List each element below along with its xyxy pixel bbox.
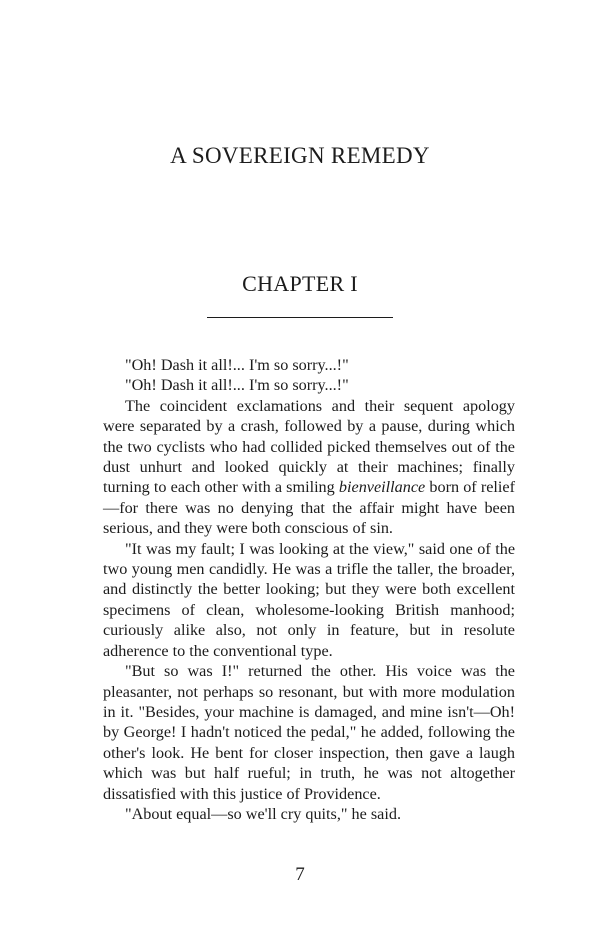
- chapter-heading: CHAPTER I: [242, 271, 358, 296]
- chapter-divider: [207, 317, 393, 318]
- paragraph-3-emphasis: bienveillance: [338, 478, 426, 497]
- paragraph-4: "It was my fault; I was looking at the view," said one of the two young men candidly. He was a trifle the taller, the broader, and distinctly the better looking; but they were both excellent specimens of clean, wholesome-looking British manhood; curiously alike also, not only in feature, but in resolute adherence to the conventional type.: [103, 539, 515, 660]
- paragraph-6: "About equal—so we'll cry quits," he said.: [125, 804, 401, 823]
- book-title: A SOVEREIGN REMEDY: [170, 143, 430, 168]
- paragraph-1: "Oh! Dash it all!... I'm so sorry...!": [125, 356, 349, 374]
- paragraph-3-text-a: The coincident exclamations and their sequent apology were separated by a crash, followed by a pause, during which the two cyclists who had collided picked themselves out of the dust unhurt and looked quickly at their machines; finally turning to each other with a smiling: [103, 396, 515, 497]
- paragraph-2: "Oh! Dash it all!... I'm so sorry...!": [125, 376, 349, 395]
- paragraph-5: "But so was I!" returned the other. His voice was the pleasanter, not perhaps so resonant, but with more modulation in it. "Besides, your machine is damaged, and mine isn't—Oh! by George! I hadn't noticed the pedal," he added, following the other's look. He bent for closer inspection, then gave a laugh which was but half rueful; in truth, he was not altogether dissatisfied with this justice of Providence.: [103, 662, 515, 803]
- body-text: [103, 355, 515, 824]
- paragraph-3: [103, 396, 515, 539]
- paragraph-3-text-b: born of relief—for there was no denying that the affair might have been serious, and they were both conscious of sin.: [103, 478, 515, 538]
- page-number: 7: [295, 864, 305, 885]
